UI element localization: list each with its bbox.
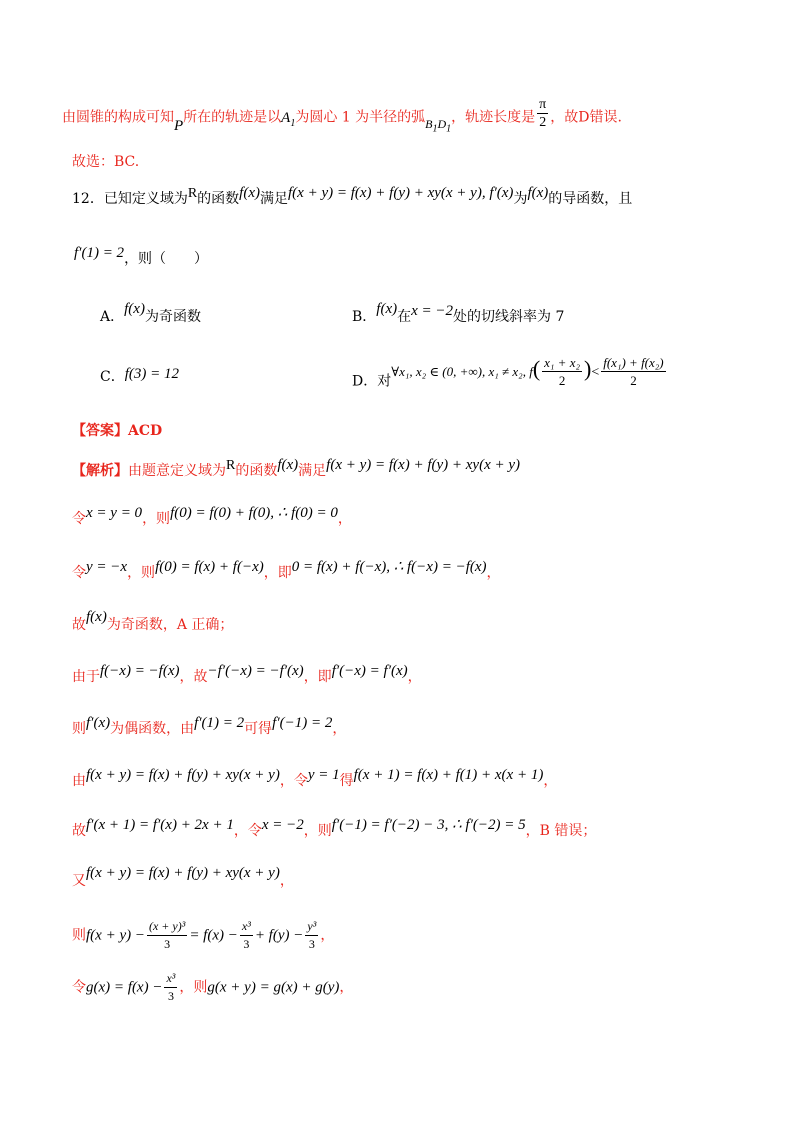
text: 满足 [260,191,288,207]
math: f(x) [277,457,299,473]
math: 0 = f(x) + f(−x), ∴ f(−x) = −f(x) [291,559,487,575]
math: f(x) [124,301,145,317]
paren: ( [532,355,541,381]
math: + f(y) − [254,927,304,944]
math-functional-equation: f(x + y) = f(x) + f(y) + xy(x + y), f′(x) [288,185,514,201]
option-label: A． [100,309,125,325]
math: f(0) = f(x) + f(−x) [155,559,264,575]
math: < [591,364,600,380]
math: f(x + y) = f(x) + f(y) + xy(x + y) [326,457,521,473]
math: x = −2 [261,817,304,833]
question-condition [74,245,800,268]
prev-solution-line [62,97,800,135]
math-R: R [187,186,198,201]
fraction: $\frac{\text{x₁ + x₂}}{2}$ [544,355,580,388]
text: 满足 [298,463,327,479]
math: x = −2 [411,303,454,319]
option-text: 处的切线斜率为 7 [453,309,565,325]
math: −f′(−x) = −f′(x) [207,663,304,679]
text: 的函数 [197,191,240,207]
text: 由题意定义域为 [128,463,226,479]
text: ，轨迹长度是 [451,109,536,126]
math-fx: f(x) [527,185,549,201]
step-1: 令x = y = 0，则f(0) = f(0) + f(0), ∴ f(0) = 0， [72,505,352,527]
text: 的导函数，且 [548,191,633,207]
math-fx: f(x) [239,185,260,201]
math: f′(−x) = f′(x) [331,663,408,679]
analysis-label: 【解析】 [72,463,128,479]
math: = f(x) − [189,927,238,944]
step-9: 则f(x + y) − $\frac{\text{(x + y)³}}{3}$ = f(x) − $\frac{\text{x³}}{3}$ + f(y) − $\frac{\text{y³}}{3}$ ， [72,919,335,951]
math: f(−x) = −f(x) [100,663,180,679]
math: f(x) [376,301,398,317]
text: 为圆心 1 为半径的弧 [295,109,426,126]
step-7: 故f′(x + 1) = f′(x) + 2x + 1，令x = −2，则f′(−1) = f′(−2) − 3, ∴ f′(−2) = 5，B 错误； [72,817,597,839]
math: f′(x) [86,715,111,731]
math: x = y = 0 [86,505,143,521]
math-arc: $B_1D_1$ [425,116,452,134]
math-R: R [226,458,236,473]
text: ，故 [550,109,579,126]
fraction: $\frac{\text{x³}}{3}$ [166,971,176,1003]
fraction-pi-over-2: $\frac{\pi}{2}$ [539,97,547,130]
option-label: B． [352,309,377,325]
answer: 【答案】ACD [72,423,163,439]
math: f(x + y) − [86,927,145,944]
fraction: $\frac{\text{x³}}{3}$ [241,919,251,951]
option-d [352,355,800,399]
option-label: C． [100,369,125,385]
math: y = −x [86,559,128,575]
math: y = 1 [307,767,340,783]
question-number: 12．已知定义域为 [72,191,188,207]
step-8: 又f(x + y) = f(x) + f(y) + xy(x + y)， [72,865,294,889]
step-6: 由f(x + y) = f(x) + f(y) + xy(x + y)，令y = 1得f(x + 1) = f(x) + f(1) + x(x + 1)， [72,767,558,789]
step-2: 令y = −x，则f(0) = f(x) + f(−x)，即0 = f(x) + f(−x), ∴ f(−x) = −f(x)， [72,559,501,581]
option-text: 在 [397,309,412,325]
question-stem [72,185,800,208]
math: f(x + y) = f(x) + f(y) + xy(x + y) [86,767,280,783]
step-4: 由于f(−x) = −f(x)，故−f′(−x) = −f′(x)，即f′(−x) = f′(x)， [72,663,422,685]
math-a1: $A_1$ [281,109,296,129]
text: 所在的轨迹是以 [183,109,282,126]
math-p: P [174,117,184,134]
text: 由圆锥的构成可知 [62,109,174,126]
analysis-intro [72,457,800,480]
text: 为 [513,191,528,207]
step-3: 故f(x)为奇函数，A 正确； [72,609,234,633]
math: f(3) = 12 [124,366,179,382]
paren: ) [584,355,592,381]
math-condition: f′(1) = 2 [74,245,125,261]
fraction: $\frac{\text{y³}}{3}$ [307,919,317,951]
math: g(x) = f(x) − [86,979,163,996]
text: 的函数 [235,463,278,479]
math: g(x + y) = g(x) + g(y) [207,979,340,996]
text: 错误. [589,109,622,126]
math: f(x) [86,609,107,625]
math: f′(1) = 2 [194,715,245,731]
text: ，则（ ） [124,251,209,267]
fraction: $\frac{\text{f(x₁) + f(x₂)}}{2}$ [603,355,664,388]
math: f′(−1) = f′(−2) − 3, ∴ f′(−2) = 5 [331,817,526,833]
step-10: 令g(x) = f(x) − $\frac{\text{x³}}{3}$ ，则g(x + y) = g(x) + g(y)， [72,971,354,1003]
math: f′(x + 1) = f′(x) + 2x + 1 [86,817,234,833]
math: f(x + y) = f(x) + f(y) + xy(x + y) [86,865,280,881]
fraction: $\frac{\text{(x + y)³}}{3}$ [148,919,186,951]
step-5: 则f′(x)为偶函数，由f′(1) = 2可得f′(−1) = 2， [72,715,347,737]
option-label: D．对 [352,373,392,390]
option-b [352,301,800,326]
option-text: 为奇函数 [144,309,201,325]
prev-select: 故选：BC. [72,154,140,170]
math: f(0) = f(0) + f(0), ∴ f(0) = 0 [170,505,338,521]
math: f(x + 1) = f(x) + f(1) + x(x + 1) [353,767,544,783]
math: f′(−1) = 2 [272,715,333,731]
math: ∀x₁, x₂ ∈ (0, +∞), x₁ ≠ x₂, f [391,363,533,379]
text: D [578,109,590,126]
